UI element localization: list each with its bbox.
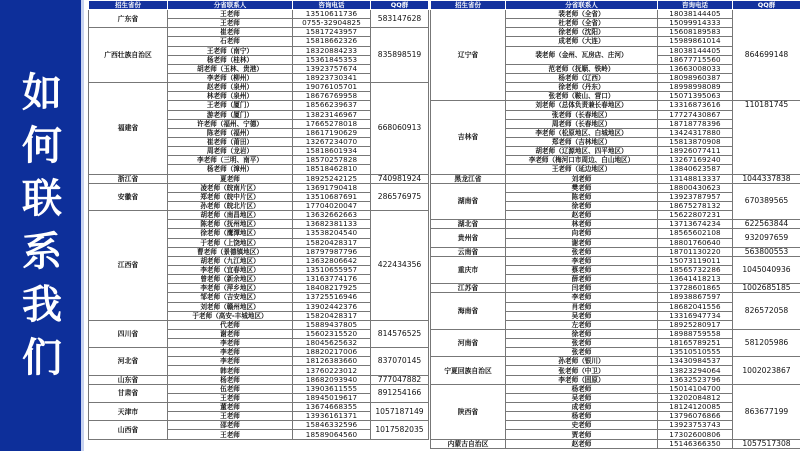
phone-cell: 19076105701 xyxy=(293,83,371,92)
contact-name-cell: 张老师 xyxy=(506,348,658,357)
qq-group-cell: 740981924 xyxy=(371,174,429,183)
contact-name-cell: 曾老师（新余地区） xyxy=(168,275,293,284)
contact-name-cell: 杨老师（桂林） xyxy=(168,55,293,64)
contact-name-cell: 薛老师 xyxy=(506,275,658,284)
phone-cell: 15099914333 xyxy=(658,19,733,28)
phone-cell: 18945019617 xyxy=(293,393,371,402)
phone-cell: 18038144405 xyxy=(658,10,733,19)
phone-cell: 13148813337 xyxy=(658,174,733,183)
phone-cell: 15622807231 xyxy=(658,211,733,220)
province-cell: 海南省 xyxy=(431,293,506,330)
phone-cell: 17727430867 xyxy=(658,110,733,119)
qq-group-cell: 1057517308 xyxy=(733,439,800,448)
contact-name-cell: 李老师 xyxy=(506,293,658,302)
contact-name-cell: 伍老师 xyxy=(168,384,293,393)
phone-cell: 15818662326 xyxy=(293,37,371,46)
table-row xyxy=(431,384,800,393)
phone-cell: 13682381133 xyxy=(293,220,371,229)
contact-name-cell: 李老师（柳州） xyxy=(168,73,293,82)
table-row xyxy=(89,320,429,329)
province-cell: 福建省 xyxy=(89,83,168,174)
qq-group-cell: 835898519 xyxy=(371,28,429,83)
contact-name-cell: 胡老师（南昌地区） xyxy=(168,211,293,220)
phone-cell: 13430984537 xyxy=(658,357,733,366)
province-cell: 吉林省 xyxy=(431,101,506,174)
contact-name-cell: 李老师（三明、南平） xyxy=(168,156,293,165)
phone-cell: 18988759558 xyxy=(658,329,733,338)
table-row xyxy=(89,174,429,183)
contact-name-cell: 赵老师 xyxy=(506,439,658,448)
table-row xyxy=(431,183,800,192)
phone-cell: 18676769958 xyxy=(293,92,371,101)
province-cell: 甘肃省 xyxy=(89,384,168,402)
phone-cell: 13760223012 xyxy=(293,366,371,375)
province-cell: 云南省 xyxy=(431,247,506,256)
qq-group-cell: 110181745 xyxy=(733,101,800,174)
contact-table-left xyxy=(88,0,429,440)
table-row xyxy=(89,211,429,220)
phone-cell: 15073119011 xyxy=(658,256,733,265)
phone-cell: 13728601865 xyxy=(658,284,733,293)
phone-cell: 15608189583 xyxy=(658,28,733,37)
contact-name-cell: 周老师（长春地区） xyxy=(506,119,658,128)
phone-cell: 18925280917 xyxy=(658,320,733,329)
phone-cell: 18718778396 xyxy=(658,119,733,128)
table-row xyxy=(431,357,800,366)
province-cell: 山东省 xyxy=(89,375,168,384)
qq-group-cell: 668060913 xyxy=(371,83,429,174)
province-cell: 陕西省 xyxy=(431,384,506,439)
province-cell: 河南省 xyxy=(431,329,506,356)
table-row xyxy=(431,10,800,19)
phone-cell: 18675278132 xyxy=(658,201,733,210)
contact-name-cell: 王老师 xyxy=(168,430,293,439)
contact-name-cell: 徐老师（丹东） xyxy=(506,83,658,92)
phone-cell: 18038144405 xyxy=(658,46,733,55)
contact-name-cell: 赵老师（泉州） xyxy=(168,83,293,92)
contact-name-cell: 张老师（中卫） xyxy=(506,366,658,375)
phone-cell: 13510687691 xyxy=(293,192,371,201)
contact-name-cell: 刘老师（总体负责兼长春地区） xyxy=(506,101,658,110)
phone-cell: 18098960387 xyxy=(658,73,733,82)
table-header-row xyxy=(89,1,429,10)
contact-name-cell: 谢老师 xyxy=(168,329,293,338)
province-cell: 江苏省 xyxy=(431,284,506,293)
contact-name-cell: 徐老师（鹰潭地区） xyxy=(168,229,293,238)
phone-cell: 13823294064 xyxy=(658,366,733,375)
contact-name-cell: 曹老师（景德镇地区） xyxy=(168,247,293,256)
contact-name-cell: 王老师 xyxy=(168,393,293,402)
table-row xyxy=(89,403,429,412)
contact-name-cell: 徐老师（沈阳） xyxy=(506,28,658,37)
province-cell: 四川省 xyxy=(89,320,168,347)
contact-name-cell: 李老师 xyxy=(506,256,658,265)
contact-name-cell: 崔老师 xyxy=(168,28,293,37)
contact-name-cell: 杨老师（辽西） xyxy=(506,73,658,82)
phone-cell: 13903611555 xyxy=(293,384,371,393)
table-row xyxy=(89,375,429,384)
phone-cell: 13510611736 xyxy=(293,10,371,19)
table-row xyxy=(431,247,800,256)
contact-name-cell: 林老师 xyxy=(506,220,658,229)
qq-group-cell: 670389565 xyxy=(733,183,800,220)
province-cell: 湖南省 xyxy=(431,183,506,220)
contact-name-cell: 李老师（松原地区、白城地区） xyxy=(506,128,658,137)
contact-name-cell: 李老师 xyxy=(168,348,293,357)
qq-group-cell: 422434356 xyxy=(371,211,429,321)
phone-cell: 13163774176 xyxy=(293,275,371,284)
qq-group-cell: 622563844 xyxy=(733,220,800,229)
header-province: 招生省份 xyxy=(89,1,168,10)
table-row xyxy=(431,439,800,448)
contact-name-cell: 陈老师（抚州地区） xyxy=(168,220,293,229)
phone-cell: 18682093940 xyxy=(293,375,371,384)
contact-name-cell: 胡老师（九江地区） xyxy=(168,256,293,265)
phone-cell: 15846332596 xyxy=(293,421,371,430)
contact-name-cell: 谢老师 xyxy=(506,238,658,247)
contact-name-cell: 邵老师 xyxy=(168,421,293,430)
phone-cell: 18677715560 xyxy=(658,55,733,64)
qq-group-cell: 1002685185 xyxy=(733,284,800,293)
phone-cell: 13923757674 xyxy=(293,64,371,73)
contact-name-cell: 裴老师（金州、瓦房店、庄河） xyxy=(506,46,658,64)
phone-cell: 18938867597 xyxy=(658,293,733,302)
phone-cell: 13632662663 xyxy=(293,211,371,220)
qq-group-cell: 286576975 xyxy=(371,183,429,210)
qq-group-cell: 826572058 xyxy=(733,293,800,330)
contact-name-cell: 孙老师（皖北片区） xyxy=(168,201,293,210)
contact-name-cell: 杨老师（漳州） xyxy=(168,165,293,174)
province-cell: 贵州省 xyxy=(431,229,506,247)
phone-cell: 13641418213 xyxy=(658,275,733,284)
province-cell: 浙江省 xyxy=(89,174,168,183)
banner-char: 们 xyxy=(22,334,62,381)
phone-cell: 13796076866 xyxy=(658,412,733,421)
header-phone: 咨询电话 xyxy=(658,1,733,10)
qq-group-cell: 814576525 xyxy=(371,320,429,347)
phone-cell: 18045625632 xyxy=(293,339,371,348)
phone-cell: 15146366350 xyxy=(658,439,733,448)
table-row xyxy=(431,174,800,183)
table-row xyxy=(431,220,800,229)
phone-cell: 0755-32904825 xyxy=(293,19,371,28)
contact-name-cell: 董老师 xyxy=(168,403,293,412)
phone-cell: 17302600806 xyxy=(658,430,733,439)
banner-edge xyxy=(81,0,84,451)
contact-name-cell: 胡老师（玉林、贵港） xyxy=(168,64,293,73)
contact-name-cell: 王老师 xyxy=(168,412,293,421)
banner-char: 如 xyxy=(22,69,62,116)
contact-name-cell: 徐老师 xyxy=(506,329,658,338)
contact-name-cell: 杜老师（全省） xyxy=(506,19,658,28)
phone-cell: 15818601934 xyxy=(293,147,371,156)
province-cell: 宁夏回族自治区 xyxy=(431,357,506,384)
qq-group-cell: 1057187149 xyxy=(371,403,429,421)
phone-cell: 15361845353 xyxy=(293,55,371,64)
phone-cell: 13202084812 xyxy=(658,393,733,402)
contact-name-cell: 吴老师 xyxy=(506,393,658,402)
header-qq: QQ群 xyxy=(733,1,800,10)
phone-cell: 13316873616 xyxy=(658,101,733,110)
contact-name-cell: 闫老师 xyxy=(506,284,658,293)
contact-name-cell: 林老师（泉州） xyxy=(168,92,293,101)
table-row xyxy=(89,348,429,357)
contact-name-cell: 裴老师（全省） xyxy=(506,10,658,19)
contact-name-cell: 于老师（高安-丰城地区） xyxy=(168,311,293,320)
contact-name-cell: 向老师 xyxy=(506,229,658,238)
contact-name-cell: 于老师（上饶地区） xyxy=(168,238,293,247)
phone-cell: 18518462810 xyxy=(293,165,371,174)
header-qq: QQ群 xyxy=(371,1,429,10)
table-row xyxy=(89,83,429,92)
phone-cell: 18566239637 xyxy=(293,101,371,110)
side-banner xyxy=(0,0,84,451)
table-row xyxy=(89,183,429,192)
phone-cell: 18570257828 xyxy=(293,156,371,165)
contact-name-cell: 王老师（南宁） xyxy=(168,46,293,55)
phone-cell: 13663008033 xyxy=(658,64,733,73)
province-cell: 江西省 xyxy=(89,211,168,321)
phone-cell: 13923787957 xyxy=(658,192,733,201)
phone-cell: 15820428317 xyxy=(293,311,371,320)
qq-group-cell: 1002023867 xyxy=(733,357,800,384)
banner-char: 联 xyxy=(22,175,62,222)
phone-cell: 13632523796 xyxy=(658,375,733,384)
phone-cell: 15014104700 xyxy=(658,384,733,393)
province-cell: 广东省 xyxy=(89,10,168,28)
phone-cell: 15889437805 xyxy=(293,320,371,329)
phone-cell: 15820428317 xyxy=(293,238,371,247)
table-row xyxy=(431,284,800,293)
phone-cell: 18320884233 xyxy=(293,46,371,55)
phone-cell: 18408217925 xyxy=(293,284,371,293)
banner-title xyxy=(17,67,67,385)
phone-cell: 18124120085 xyxy=(658,403,733,412)
contact-name-cell: 孙老师（银川） xyxy=(506,357,658,366)
contact-name-cell: 邹老师（吉安地区） xyxy=(168,293,293,302)
contact-name-cell: 游老师（厦门） xyxy=(168,110,293,119)
phone-cell: 13840623587 xyxy=(658,165,733,174)
contact-name-cell: 杨老师 xyxy=(506,384,658,393)
contact-name-cell: 韩老师 xyxy=(168,366,293,375)
contact-name-cell: 凌老师（皖南片区） xyxy=(168,183,293,192)
phone-cell: 15602315520 xyxy=(293,329,371,338)
banner-char: 系 xyxy=(22,228,62,275)
table-row xyxy=(431,101,800,110)
phone-cell: 18800430623 xyxy=(658,183,733,192)
phone-cell: 15817243957 xyxy=(293,28,371,37)
phone-cell: 17665278018 xyxy=(293,119,371,128)
contact-name-cell: 杨老师 xyxy=(168,375,293,384)
contact-name-cell: 郑老师（吉林地区） xyxy=(506,137,658,146)
contact-name-cell: 杨老师 xyxy=(506,412,658,421)
table-row xyxy=(89,10,429,19)
contact-name-cell: 史老师 xyxy=(506,421,658,430)
contact-name-cell: 徐老师 xyxy=(506,201,658,210)
contact-name-cell: 陈老师 xyxy=(506,192,658,201)
header-contact: 分省联系人 xyxy=(168,1,293,10)
contact-name-cell: 刘老师 xyxy=(506,174,658,183)
phone-cell: 13632806642 xyxy=(293,256,371,265)
phone-cell: 18126383660 xyxy=(293,357,371,366)
table-row xyxy=(89,384,429,393)
qq-group-cell: 581205986 xyxy=(733,329,800,356)
phone-cell: 18926077411 xyxy=(658,147,733,156)
contact-name-cell: 胡老师（辽源地区、四平地区） xyxy=(506,147,658,156)
province-cell: 内蒙古自治区 xyxy=(431,439,506,448)
qq-group-cell: 1044337838 xyxy=(733,174,800,183)
table-row xyxy=(431,229,800,238)
province-cell: 湖北省 xyxy=(431,220,506,229)
contact-name-cell: 张老师（鞍山、营口） xyxy=(506,92,658,101)
table-row xyxy=(431,329,800,338)
contact-name-cell: 陈老师（福州） xyxy=(168,128,293,137)
phone-cell: 13823146967 xyxy=(293,110,371,119)
phone-cell: 13316947734 xyxy=(658,311,733,320)
contact-name-cell: 刘老师（赣州地区） xyxy=(168,302,293,311)
contact-name-cell: 范老师（抚顺、铁岭） xyxy=(506,64,658,73)
table-row xyxy=(431,256,800,265)
contact-name-cell: 李老师 xyxy=(168,357,293,366)
province-cell: 广西壮族自治区 xyxy=(89,28,168,83)
contact-name-cell: 代老师 xyxy=(168,320,293,329)
phone-cell: 13267169240 xyxy=(658,156,733,165)
contact-name-cell: 肖老师 xyxy=(506,302,658,311)
qq-group-cell: 864699148 xyxy=(733,10,800,101)
province-cell: 重庆市 xyxy=(431,256,506,283)
phone-cell: 15989861014 xyxy=(658,37,733,46)
table-header-row xyxy=(431,1,800,10)
phone-cell: 13510510555 xyxy=(658,348,733,357)
phone-cell: 18682041556 xyxy=(658,302,733,311)
phone-cell: 15813870908 xyxy=(658,137,733,146)
phone-cell: 18617190629 xyxy=(293,128,371,137)
phone-cell: 15071395063 xyxy=(658,92,733,101)
contact-name-cell: 贾老师 xyxy=(506,430,658,439)
contact-name-cell: 王老师（厦门） xyxy=(168,101,293,110)
contact-name-cell: 吴老师 xyxy=(506,311,658,320)
qq-group-cell: 891254166 xyxy=(371,384,429,402)
qq-group-cell: 777047882 xyxy=(371,375,429,384)
phone-cell: 13691790418 xyxy=(293,183,371,192)
contact-name-cell: 赵老师 xyxy=(506,211,658,220)
phone-cell: 18797987796 xyxy=(293,247,371,256)
phone-cell: 18820217006 xyxy=(293,348,371,357)
header-phone: 咨询电话 xyxy=(293,1,371,10)
contact-name-cell: 王老师（延边地区） xyxy=(506,165,658,174)
contact-name-cell: 李老师 xyxy=(168,339,293,348)
contact-table-right xyxy=(430,0,800,449)
phone-cell: 18801760640 xyxy=(658,238,733,247)
contact-name-cell: 张老师 xyxy=(506,339,658,348)
contact-name-cell: 崔老师（莆田） xyxy=(168,137,293,146)
contact-name-cell: 张老师（长春地区） xyxy=(506,110,658,119)
qq-group-cell: 837070145 xyxy=(371,348,429,375)
phone-cell: 17704020047 xyxy=(293,201,371,210)
province-cell: 天津市 xyxy=(89,403,168,421)
contact-name-cell: 成老师 xyxy=(506,403,658,412)
table-row xyxy=(89,28,429,37)
contact-name-cell: 周老师（龙岩） xyxy=(168,147,293,156)
phone-cell: 13902442376 xyxy=(293,302,371,311)
qq-group-cell: 1045040936 xyxy=(733,256,800,283)
qq-group-cell: 932097659 xyxy=(733,229,800,247)
phone-cell: 18701130220 xyxy=(658,247,733,256)
header-contact: 分省联系人 xyxy=(506,1,658,10)
table-row xyxy=(89,421,429,430)
banner-char: 何 xyxy=(22,122,62,169)
phone-cell: 18565602108 xyxy=(658,229,733,238)
contact-name-cell: 成老师（大连） xyxy=(506,37,658,46)
phone-cell: 13267234070 xyxy=(293,137,371,146)
qq-group-cell: 863677199 xyxy=(733,384,800,439)
contact-name-cell: 李老师（萍乡地区） xyxy=(168,284,293,293)
qq-group-cell: 563800553 xyxy=(733,247,800,256)
phone-cell: 18165789251 xyxy=(658,339,733,348)
contact-name-cell: 张老师 xyxy=(506,247,658,256)
contact-name-cell: 李老师（宜春地区） xyxy=(168,265,293,274)
contact-name-cell: 夏老师 xyxy=(168,174,293,183)
contact-name-cell: 蔡老师 xyxy=(506,265,658,274)
banner-char: 我 xyxy=(22,281,62,328)
contact-name-cell: 王老师 xyxy=(168,10,293,19)
contact-name-cell: 王老师 xyxy=(168,19,293,28)
contact-name-cell: 左老师 xyxy=(506,320,658,329)
phone-cell: 18565732286 xyxy=(658,265,733,274)
province-cell: 黑龙江省 xyxy=(431,174,506,183)
phone-cell: 13510655957 xyxy=(293,265,371,274)
phone-cell: 18589064560 xyxy=(293,430,371,439)
province-cell: 安徽省 xyxy=(89,183,168,210)
phone-cell: 18998998089 xyxy=(658,83,733,92)
header-province: 招生省份 xyxy=(431,1,506,10)
contact-name-cell: 李老师（固原） xyxy=(506,375,658,384)
qq-group-cell: 1017582035 xyxy=(371,421,429,439)
phone-cell: 18925242125 xyxy=(293,174,371,183)
province-cell: 河北省 xyxy=(89,348,168,375)
phone-cell: 13725516946 xyxy=(293,293,371,302)
phone-cell: 13713674234 xyxy=(658,220,733,229)
contact-name-cell: 许老师（福州、宁德） xyxy=(168,119,293,128)
contact-name-cell: 李老师（梅河口市周边、白山地区） xyxy=(506,156,658,165)
phone-cell: 18923730341 xyxy=(293,73,371,82)
province-cell: 山西省 xyxy=(89,421,168,439)
phone-cell: 13936161371 xyxy=(293,412,371,421)
phone-cell: 13538204540 xyxy=(293,229,371,238)
phone-cell: 13674668355 xyxy=(293,403,371,412)
contact-name-cell: 郑老师（皖中片区） xyxy=(168,192,293,201)
table-row xyxy=(431,293,800,302)
phone-cell: 13424317880 xyxy=(658,128,733,137)
contact-name-cell: 樊老师 xyxy=(506,183,658,192)
qq-group-cell: 583147628 xyxy=(371,10,429,28)
phone-cell: 13923753743 xyxy=(658,421,733,430)
contact-name-cell: 石老师 xyxy=(168,37,293,46)
province-cell: 辽宁省 xyxy=(431,10,506,101)
